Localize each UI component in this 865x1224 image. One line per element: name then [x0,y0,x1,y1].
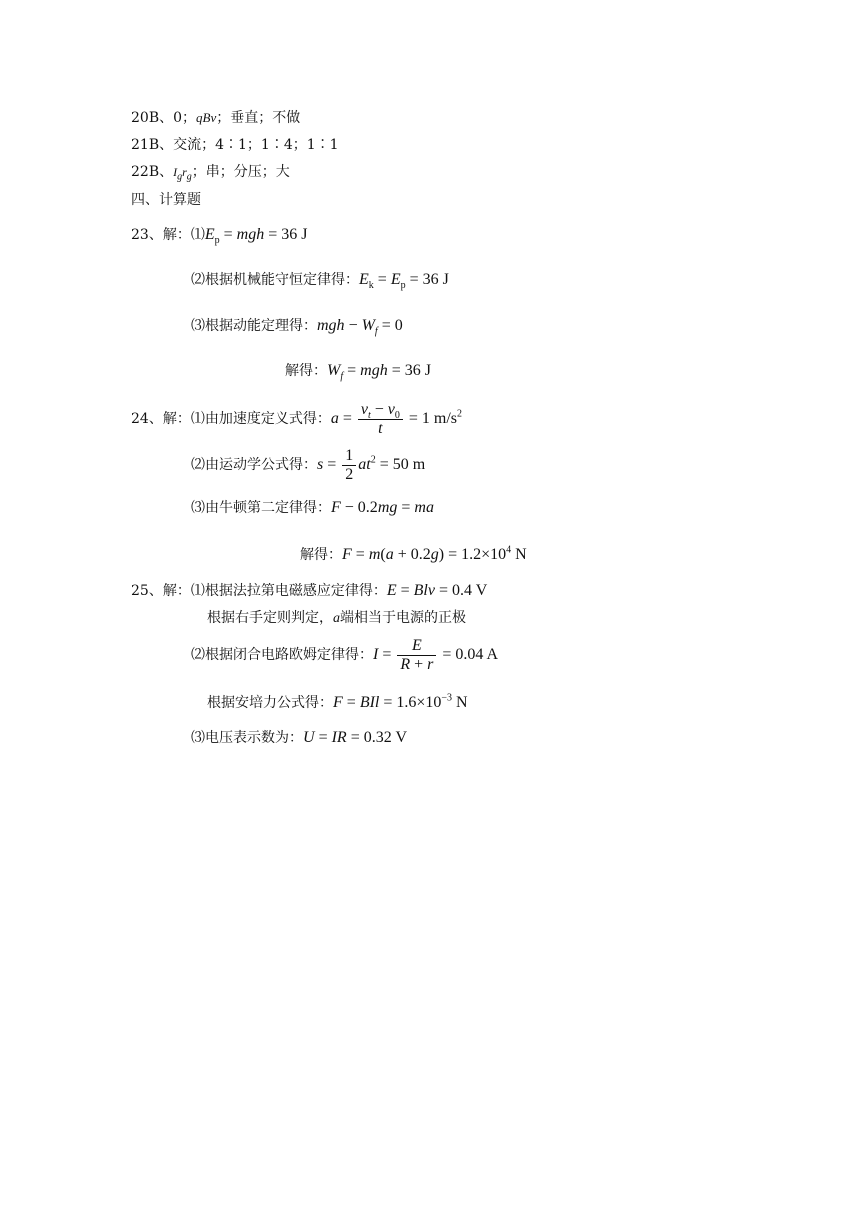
part-text: 根据安培力公式得： [207,695,333,711]
q24-part1 [131,397,462,441]
section-heading: 四、计算题 [131,192,201,208]
q25-part1 [131,581,487,601]
equation: $E_p$ = mgh = 36 J [204,226,308,247]
equation: U = IR = 0.32 V [303,729,407,746]
part-text: ⑶由牛顿第二定律得： [191,500,331,516]
q23-part2 [191,270,449,290]
q24-solution [300,545,527,565]
answer-rest: ；串；分压；大 [191,164,290,180]
part-text: ⑵根据闭合电路欧姆定律得： [191,647,373,663]
question-label: 24、解： [131,411,191,427]
part-text: ⑵根据机械能守恒定律得： [191,272,359,288]
part-text: ⑴根据法拉第电磁感应定律得： [190,583,387,599]
answer-number: 20B、 [131,110,174,126]
solve-label: 解得： [285,363,327,379]
q23-part1 [131,225,307,245]
answer-21b [131,135,339,155]
equation: mgh − $W_f = 0$ [317,317,403,338]
q23-solution [285,361,431,381]
answer-math: qBv [196,110,217,125]
q25-ampere [207,693,468,713]
q25-part2 [191,633,498,677]
part-text: ⑶根据动能定理得： [191,318,317,334]
question-label: 25、解： [131,583,191,599]
equation: F = BIl = $1.6\times 10^{-3}$ N [333,692,468,711]
solve-label: 解得： [300,547,342,563]
answer-rest: ；垂直；不做 [216,110,301,126]
part-text: ⑴由加速度定义式得： [190,411,331,427]
q24-part2 [191,443,425,487]
answer-20b [131,108,300,128]
equation: s = $\frac{1}{2}$ $at^2 = 50$ m [317,446,426,483]
q25-note: 根据右手定则判定，a端相当于电源的正极 [207,610,466,626]
part-text: ⑵由运动学公式得： [191,457,317,473]
q24-part3 [191,498,434,518]
equation: E = Blv = 0.4 V [386,582,488,599]
part-marker: ⑴ [190,227,205,243]
equation: F − 0.2mg = ma [331,499,434,516]
question-label: 23、解： [131,227,191,243]
equation: I = $\frac{E}{R + r}$ = 0.04 A [373,636,499,673]
q25-part3 [191,728,407,748]
equation: $F = m(a + 0.2g) = 1.2\times 10^4$ N [342,544,527,563]
answer-text: 0； [173,110,197,126]
equation: $E_k = E_p = 36$ J [359,271,449,292]
equation: a = $\frac{v_t - v_0}{t}$ = 1 $m/s^2$ [330,400,463,437]
answer-math: $I_gr_g$ [173,165,192,183]
answer-number: 22B、 [131,164,174,180]
equation: $W_f$ = mgh = 36 J [327,362,431,383]
answer-22b [131,162,290,182]
answer-number: 21B、 [131,137,174,153]
answer-text: 交流；4∶1；1∶4；1∶1 [173,137,339,153]
part-text: ⑶电压表示数为： [191,730,303,746]
q23-part3 [191,316,403,336]
